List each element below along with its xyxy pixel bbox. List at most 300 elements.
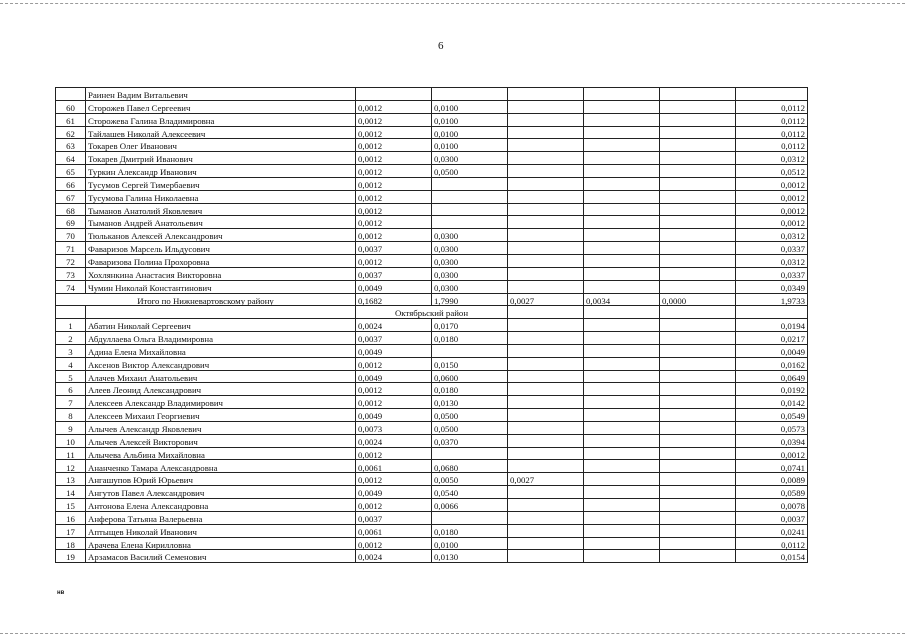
district-total-section bbox=[56, 293, 808, 319]
person-name: Алычева Альбина Михайловна bbox=[86, 447, 356, 460]
value-col-1: 0,0049 bbox=[356, 486, 432, 499]
value-col-4 bbox=[584, 486, 660, 499]
value-col-5 bbox=[660, 447, 736, 460]
table-row bbox=[56, 499, 808, 512]
table-row bbox=[56, 332, 808, 345]
table-row bbox=[56, 460, 808, 473]
value-col-5 bbox=[660, 473, 736, 486]
district-total-v4: 0,0034 bbox=[584, 293, 660, 306]
table-row bbox=[56, 152, 808, 165]
value-col-2 bbox=[432, 511, 508, 524]
value-col-5 bbox=[660, 139, 736, 152]
table-row bbox=[56, 396, 808, 409]
value-col-2 bbox=[432, 190, 508, 203]
value-col-2: 0,0300 bbox=[432, 254, 508, 267]
value-col-3 bbox=[508, 447, 584, 460]
person-name: Тюльканов Алексей Александрович bbox=[86, 229, 356, 242]
person-name: Алачев Михаил Анатольевич bbox=[86, 370, 356, 383]
row-number: 14 bbox=[56, 486, 86, 499]
value-col-4 bbox=[584, 177, 660, 190]
value-col-1: 0,0012 bbox=[356, 229, 432, 242]
person-name: Тусумов Сергей Тимербаевич bbox=[86, 177, 356, 190]
person-name: Тыманов Анатолий Яковлевич bbox=[86, 203, 356, 216]
value-col-2: 0,0100 bbox=[432, 139, 508, 152]
value-col-3 bbox=[508, 152, 584, 165]
table-row bbox=[56, 139, 808, 152]
person-name: Алычев Александр Яковлевич bbox=[86, 421, 356, 434]
person-name: Адина Елена Михайловна bbox=[86, 344, 356, 357]
value-col-1: 0,0012 bbox=[356, 396, 432, 409]
person-name: Сторожева Галина Владимировна bbox=[86, 113, 356, 126]
value-col-2: 0,0180 bbox=[432, 524, 508, 537]
footer-initials: нв bbox=[57, 590, 65, 596]
value-col-4 bbox=[584, 447, 660, 460]
section-header-row bbox=[56, 306, 808, 319]
value-col-2: 0,0100 bbox=[432, 537, 508, 550]
district-total-v3: 0,0027 bbox=[508, 293, 584, 306]
person-name: Токарев Олег Иванович bbox=[86, 139, 356, 152]
row-number: 67 bbox=[56, 190, 86, 203]
person-name: Аптыщев Николай Иванович bbox=[86, 524, 356, 537]
value-col-3 bbox=[508, 537, 584, 550]
value-col-3 bbox=[508, 216, 584, 229]
section-header-blank bbox=[584, 306, 660, 319]
value-col-3 bbox=[508, 460, 584, 473]
value-col-3 bbox=[508, 370, 584, 383]
value-col-2: 0,0170 bbox=[432, 319, 508, 332]
value-col-2: 0,0370 bbox=[432, 434, 508, 447]
value-col-2: 0,0300 bbox=[432, 152, 508, 165]
table-row bbox=[56, 254, 808, 267]
row-total: 0,0142 bbox=[736, 396, 808, 409]
value-col-4 bbox=[584, 524, 660, 537]
value-col-5 bbox=[660, 177, 736, 190]
person-name: Чумин Николай Константинович bbox=[86, 280, 356, 293]
value-col-5 bbox=[660, 319, 736, 332]
row-total: 0,0394 bbox=[736, 434, 808, 447]
table-row bbox=[56, 370, 808, 383]
value-col-1: 0,0049 bbox=[356, 280, 432, 293]
table-row bbox=[56, 550, 808, 563]
person-name: Тусумова Галина Николаевна bbox=[86, 190, 356, 203]
value-col-5 bbox=[660, 229, 736, 242]
section-header-blank bbox=[660, 306, 736, 319]
value-col-3 bbox=[508, 383, 584, 396]
row-number: 3 bbox=[56, 344, 86, 357]
row-number: 10 bbox=[56, 434, 86, 447]
row-total: 0,0112 bbox=[736, 537, 808, 550]
value-col-4 bbox=[584, 88, 660, 101]
value-col-2: 0,0100 bbox=[432, 113, 508, 126]
value-col-1: 0,0037 bbox=[356, 242, 432, 255]
value-col-5 bbox=[660, 421, 736, 434]
value-col-5 bbox=[660, 396, 736, 409]
value-col-5 bbox=[660, 511, 736, 524]
row-number: 6 bbox=[56, 383, 86, 396]
row-total: 0,0573 bbox=[736, 421, 808, 434]
person-name: Раинен Вадим Витальевич bbox=[86, 88, 356, 101]
scan-bottom-edge bbox=[0, 633, 905, 634]
row-number: 11 bbox=[56, 447, 86, 460]
row-total: 0,0112 bbox=[736, 139, 808, 152]
row-number bbox=[56, 88, 86, 101]
row-number: 63 bbox=[56, 139, 86, 152]
value-col-2 bbox=[432, 447, 508, 460]
value-col-4 bbox=[584, 460, 660, 473]
row-number: 1 bbox=[56, 319, 86, 332]
value-col-1: 0,0012 bbox=[356, 254, 432, 267]
row-number: 68 bbox=[56, 203, 86, 216]
value-col-5 bbox=[660, 165, 736, 178]
row-number: 16 bbox=[56, 511, 86, 524]
value-col-5 bbox=[660, 280, 736, 293]
value-col-1: 0,0061 bbox=[356, 460, 432, 473]
row-number: 8 bbox=[56, 409, 86, 422]
table-row bbox=[56, 177, 808, 190]
value-col-1: 0,0012 bbox=[356, 139, 432, 152]
person-name: Арзамасов Василий Семенович bbox=[86, 550, 356, 563]
value-col-3 bbox=[508, 421, 584, 434]
value-col-5 bbox=[660, 499, 736, 512]
value-col-3 bbox=[508, 203, 584, 216]
row-number: 65 bbox=[56, 165, 86, 178]
row-number: 66 bbox=[56, 177, 86, 190]
person-name: Алексеев Александр Владимирович bbox=[86, 396, 356, 409]
row-total: 0,0112 bbox=[736, 126, 808, 139]
person-name: Туркин Александр Иванович bbox=[86, 165, 356, 178]
value-col-2: 0,0130 bbox=[432, 550, 508, 563]
table-row bbox=[56, 357, 808, 370]
value-col-5 bbox=[660, 242, 736, 255]
row-total: 0,0312 bbox=[736, 152, 808, 165]
value-col-3 bbox=[508, 499, 584, 512]
person-name: Алычев Алексей Викторович bbox=[86, 434, 356, 447]
row-total bbox=[736, 88, 808, 101]
value-col-3 bbox=[508, 126, 584, 139]
table-row bbox=[56, 126, 808, 139]
row-total: 0,0649 bbox=[736, 370, 808, 383]
value-col-3 bbox=[508, 267, 584, 280]
value-col-2: 0,0540 bbox=[432, 486, 508, 499]
table-row bbox=[56, 242, 808, 255]
table-row bbox=[56, 229, 808, 242]
row-number: 12 bbox=[56, 460, 86, 473]
person-name: Токарев Дмитрий Иванович bbox=[86, 152, 356, 165]
value-col-5 bbox=[660, 100, 736, 113]
value-col-1: 0,0012 bbox=[356, 357, 432, 370]
person-name: Фаваризов Марсель Ильдусович bbox=[86, 242, 356, 255]
value-col-3 bbox=[508, 190, 584, 203]
row-total: 0,0312 bbox=[736, 229, 808, 242]
district-total-v2: 1,7990 bbox=[432, 293, 508, 306]
row-total: 0,0012 bbox=[736, 177, 808, 190]
value-col-3 bbox=[508, 319, 584, 332]
row-total: 0,0154 bbox=[736, 550, 808, 563]
value-col-4 bbox=[584, 267, 660, 280]
allocation-table bbox=[55, 87, 808, 563]
row-number: 9 bbox=[56, 421, 86, 434]
value-col-3 bbox=[508, 434, 584, 447]
row-total: 0,0049 bbox=[736, 344, 808, 357]
row-total: 0,0012 bbox=[736, 447, 808, 460]
value-col-4 bbox=[584, 409, 660, 422]
value-col-5 bbox=[660, 113, 736, 126]
value-col-1: 0,0012 bbox=[356, 537, 432, 550]
value-col-1: 0,0012 bbox=[356, 126, 432, 139]
value-col-4 bbox=[584, 473, 660, 486]
value-col-4 bbox=[584, 126, 660, 139]
row-number: 18 bbox=[56, 537, 86, 550]
value-col-4 bbox=[584, 499, 660, 512]
row-total: 0,0162 bbox=[736, 357, 808, 370]
value-col-2: 0,0066 bbox=[432, 499, 508, 512]
value-col-5 bbox=[660, 332, 736, 345]
table-row bbox=[56, 537, 808, 550]
table-row bbox=[56, 434, 808, 447]
value-col-2 bbox=[432, 88, 508, 101]
value-col-5 bbox=[660, 357, 736, 370]
table-body-part-1 bbox=[56, 88, 808, 294]
value-col-4 bbox=[584, 434, 660, 447]
value-col-1: 0,0049 bbox=[356, 409, 432, 422]
value-col-3: 0,0027 bbox=[508, 473, 584, 486]
value-col-3 bbox=[508, 357, 584, 370]
table-row bbox=[56, 267, 808, 280]
value-col-3 bbox=[508, 177, 584, 190]
value-col-3 bbox=[508, 280, 584, 293]
value-col-5 bbox=[660, 126, 736, 139]
value-col-3 bbox=[508, 113, 584, 126]
value-col-2: 0,0500 bbox=[432, 409, 508, 422]
value-col-5 bbox=[660, 216, 736, 229]
value-col-5 bbox=[660, 190, 736, 203]
table-row bbox=[56, 486, 808, 499]
row-number: 2 bbox=[56, 332, 86, 345]
value-col-3 bbox=[508, 229, 584, 242]
value-col-2: 0,0300 bbox=[432, 242, 508, 255]
page-number: 6 bbox=[438, 40, 444, 52]
value-col-2 bbox=[432, 203, 508, 216]
section-header-blank bbox=[508, 306, 584, 319]
value-col-1: 0,0012 bbox=[356, 216, 432, 229]
value-col-5 bbox=[660, 409, 736, 422]
row-number: 17 bbox=[56, 524, 86, 537]
value-col-2: 0,0600 bbox=[432, 370, 508, 383]
value-col-1: 0,0012 bbox=[356, 177, 432, 190]
value-col-5 bbox=[660, 370, 736, 383]
value-col-1: 0,0061 bbox=[356, 524, 432, 537]
row-total: 0,0349 bbox=[736, 280, 808, 293]
table-row bbox=[56, 344, 808, 357]
value-col-1 bbox=[356, 88, 432, 101]
value-col-3 bbox=[508, 524, 584, 537]
value-col-2: 0,0500 bbox=[432, 165, 508, 178]
table-row bbox=[56, 524, 808, 537]
value-col-4 bbox=[584, 190, 660, 203]
person-name: Хохлянкина Анастасия Викторовна bbox=[86, 267, 356, 280]
row-total: 0,0337 bbox=[736, 267, 808, 280]
row-total: 0,0037 bbox=[736, 511, 808, 524]
section-title: Октябрьский район bbox=[356, 306, 508, 319]
value-col-4 bbox=[584, 152, 660, 165]
value-col-2: 0,0100 bbox=[432, 100, 508, 113]
row-number: 71 bbox=[56, 242, 86, 255]
table-row bbox=[56, 319, 808, 332]
table-row bbox=[56, 473, 808, 486]
value-col-3 bbox=[508, 511, 584, 524]
table-row bbox=[56, 280, 808, 293]
row-number: 13 bbox=[56, 473, 86, 486]
row-total: 0,0217 bbox=[736, 332, 808, 345]
value-col-3 bbox=[508, 396, 584, 409]
value-col-1: 0,0012 bbox=[356, 113, 432, 126]
value-col-5 bbox=[660, 88, 736, 101]
row-total: 0,0241 bbox=[736, 524, 808, 537]
value-col-3 bbox=[508, 100, 584, 113]
value-col-5 bbox=[660, 203, 736, 216]
table-row bbox=[56, 409, 808, 422]
table-body-part-2 bbox=[56, 319, 808, 563]
person-name: Сторожев Павел Сергеевич bbox=[86, 100, 356, 113]
value-col-4 bbox=[584, 216, 660, 229]
value-col-3 bbox=[508, 88, 584, 101]
value-col-4 bbox=[584, 421, 660, 434]
section-header-blank-left bbox=[56, 306, 86, 319]
value-col-2 bbox=[432, 177, 508, 190]
value-col-5 bbox=[660, 486, 736, 499]
value-col-2: 0,0300 bbox=[432, 229, 508, 242]
row-number: 7 bbox=[56, 396, 86, 409]
value-col-4 bbox=[584, 511, 660, 524]
value-col-1: 0,0012 bbox=[356, 152, 432, 165]
value-col-1: 0,0012 bbox=[356, 499, 432, 512]
value-col-1: 0,0012 bbox=[356, 473, 432, 486]
value-col-2: 0,0180 bbox=[432, 332, 508, 345]
value-col-3 bbox=[508, 550, 584, 563]
person-name: Ананченко Тамара Александровна bbox=[86, 460, 356, 473]
value-col-5 bbox=[660, 460, 736, 473]
value-col-4 bbox=[584, 229, 660, 242]
value-col-2: 0,0300 bbox=[432, 267, 508, 280]
value-col-1: 0,0012 bbox=[356, 203, 432, 216]
row-number: 60 bbox=[56, 100, 86, 113]
person-name: Алексеев Михаил Георгиевич bbox=[86, 409, 356, 422]
row-number: 73 bbox=[56, 267, 86, 280]
value-col-4 bbox=[584, 203, 660, 216]
row-total: 0,0589 bbox=[736, 486, 808, 499]
row-total: 0,0112 bbox=[736, 113, 808, 126]
value-col-5 bbox=[660, 537, 736, 550]
row-number: 72 bbox=[56, 254, 86, 267]
value-col-5 bbox=[660, 434, 736, 447]
value-col-3 bbox=[508, 409, 584, 422]
value-col-2: 0,0050 bbox=[432, 473, 508, 486]
value-col-3 bbox=[508, 139, 584, 152]
row-number: 4 bbox=[56, 357, 86, 370]
value-col-1: 0,0012 bbox=[356, 190, 432, 203]
value-col-5 bbox=[660, 550, 736, 563]
value-col-2: 0,0100 bbox=[432, 126, 508, 139]
value-col-4 bbox=[584, 242, 660, 255]
row-number: 69 bbox=[56, 216, 86, 229]
value-col-2: 0,0150 bbox=[432, 357, 508, 370]
scan-top-edge bbox=[0, 3, 905, 4]
value-col-1: 0,0024 bbox=[356, 319, 432, 332]
value-col-1: 0,0012 bbox=[356, 447, 432, 460]
value-col-5 bbox=[660, 152, 736, 165]
value-col-1: 0,0012 bbox=[356, 383, 432, 396]
value-col-1: 0,0073 bbox=[356, 421, 432, 434]
row-total: 0,0112 bbox=[736, 100, 808, 113]
value-col-3 bbox=[508, 486, 584, 499]
person-name: Абдуллаева Ольга Владимировна bbox=[86, 332, 356, 345]
table-row bbox=[56, 165, 808, 178]
value-col-4 bbox=[584, 550, 660, 563]
value-col-1: 0,0037 bbox=[356, 267, 432, 280]
value-col-5 bbox=[660, 254, 736, 267]
row-number: 74 bbox=[56, 280, 86, 293]
value-col-4 bbox=[584, 280, 660, 293]
table-row bbox=[56, 100, 808, 113]
row-number: 19 bbox=[56, 550, 86, 563]
value-col-4 bbox=[584, 319, 660, 332]
row-number: 62 bbox=[56, 126, 86, 139]
row-number: 64 bbox=[56, 152, 86, 165]
value-col-4 bbox=[584, 344, 660, 357]
district-total-v5: 0,0000 bbox=[660, 293, 736, 306]
value-col-4 bbox=[584, 100, 660, 113]
row-total: 0,0192 bbox=[736, 383, 808, 396]
row-number: 15 bbox=[56, 499, 86, 512]
row-total: 0,0078 bbox=[736, 499, 808, 512]
row-total: 0,0337 bbox=[736, 242, 808, 255]
person-name: Тайлашев Николай Алексеевич bbox=[86, 126, 356, 139]
table-row bbox=[56, 421, 808, 434]
district-total-label: Итого по Нижневартовскому району bbox=[56, 293, 356, 306]
value-col-2: 0,0300 bbox=[432, 280, 508, 293]
row-total: 0,0194 bbox=[736, 319, 808, 332]
value-col-4 bbox=[584, 113, 660, 126]
value-col-5 bbox=[660, 524, 736, 537]
row-number: 5 bbox=[56, 370, 86, 383]
row-number: 70 bbox=[56, 229, 86, 242]
row-total: 0,0312 bbox=[736, 254, 808, 267]
value-col-1: 0,0012 bbox=[356, 100, 432, 113]
value-col-3 bbox=[508, 254, 584, 267]
person-name: Ангутов Павел Александрович bbox=[86, 486, 356, 499]
value-col-4 bbox=[584, 357, 660, 370]
value-col-4 bbox=[584, 396, 660, 409]
value-col-2: 0,0180 bbox=[432, 383, 508, 396]
value-col-1: 0,0037 bbox=[356, 511, 432, 524]
value-col-4 bbox=[584, 165, 660, 178]
table-row bbox=[56, 447, 808, 460]
person-name: Ангашупов Юрий Юрьевич bbox=[86, 473, 356, 486]
person-name: Аксенов Виктор Александрович bbox=[86, 357, 356, 370]
row-total: 0,0741 bbox=[736, 460, 808, 473]
row-total: 0,0512 bbox=[736, 165, 808, 178]
row-total: 0,0012 bbox=[736, 203, 808, 216]
person-name: Арачева Елена Кирилловна bbox=[86, 537, 356, 550]
table-row bbox=[56, 203, 808, 216]
section-header-blank-name bbox=[86, 306, 356, 319]
person-name: Фаваризова Полина Прохоровна bbox=[86, 254, 356, 267]
value-col-4 bbox=[584, 139, 660, 152]
value-col-4 bbox=[584, 370, 660, 383]
value-col-1: 0,0024 bbox=[356, 550, 432, 563]
value-col-3 bbox=[508, 242, 584, 255]
person-name: Анферова Татьяна Валерьевна bbox=[86, 511, 356, 524]
